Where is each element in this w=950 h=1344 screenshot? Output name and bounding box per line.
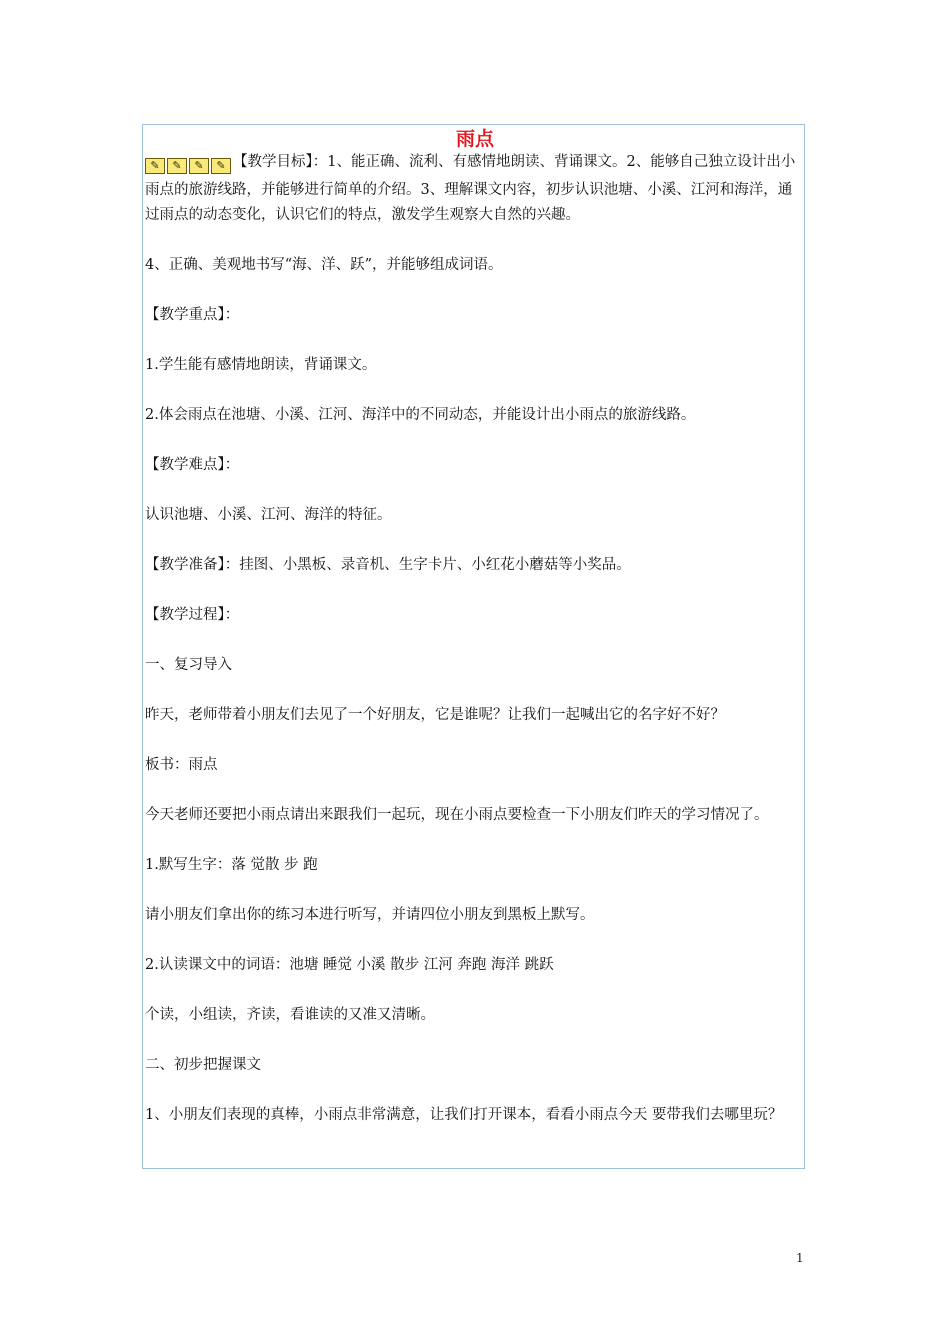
paragraph-2: 4、正确、美观地书写“海、洋、跃”，并能够组成词语。 [145,257,503,273]
paragraph-1 [145,150,805,228]
paragraph-14: 1.默写生字：落 觉散 步 跑 [145,857,318,873]
paragraph-12: 板书：雨点 [145,757,218,773]
paragraph-18: 二、初步把握课文 [145,1057,261,1073]
paragraph-16: 2.认读课文中的词语：池塘 睡觉 小溪 散步 江河 奔跑 海洋 跳跃 [145,957,554,973]
page-title: 雨点 [455,128,494,150]
decorative-icons [145,153,233,178]
document-body [145,150,805,1153]
paragraph-19: 1、小朋友们表现的真棒，小雨点非常满意，让我们打开课本，看看小雨点今天 要带我们去哪里玩？ [145,1107,783,1123]
pencil-icon: ✎ [189,158,209,174]
paragraph-13: 今天老师还要把小雨点请出来跟我们一起玩，现在小雨点要检查一下小朋友们昨天的学习情况了。 [145,807,769,823]
paragraph-7: 认识池塘、小溪、江河、海洋的特征。 [145,507,392,523]
paragraph-11: 昨天，老师带着小朋友们去见了一个好朋友，它是谁呢？让我们一起喊出它的名字好不好？ [145,707,725,723]
paragraph-5: 2.体会雨点在池塘、小溪、江河、海洋中的不同动态，并能设计出小雨点的旅游线路。 [145,407,696,423]
section-heading: 【教学过程】： [145,607,240,623]
paragraph-10: 一、复习导入 [145,657,232,673]
page-number: 1 [796,1251,804,1265]
section-heading: 【教学难点】： [145,457,240,473]
pencil-icon: ✎ [211,158,231,174]
pencil-icon: ✎ [145,158,165,174]
section-heading: 【教学重点】： [145,307,240,323]
paragraph-15: 请小朋友们拿出你的练习本进行听写，并请四位小朋友到黑板上默写。 [145,907,595,923]
paragraph-4: 1.学生能有感情地朗读，背诵课文。 [145,357,377,373]
pencil-icon: ✎ [167,158,187,174]
paragraph-17: 个读，小组读，齐读，看谁读的又准又清晰。 [145,1007,435,1023]
paragraph-text: 【教学目标】：1、能正确、流利、有感情地朗读、背诵课文。2、能够自己独立设计出小雨点的旅游线路，并能够进行简单的介绍。3、理解课文内容，初步认识池塘、小溪、江河和海洋，通过雨点的动态变化，认识它们的特点，激发学生观察大自然的兴趣。 [145,154,796,223]
paragraph-8: 【教学准备】：挂图、小黑板、录音机、生字卡片、小红花小蘑菇等小奖品。 [145,557,631,573]
